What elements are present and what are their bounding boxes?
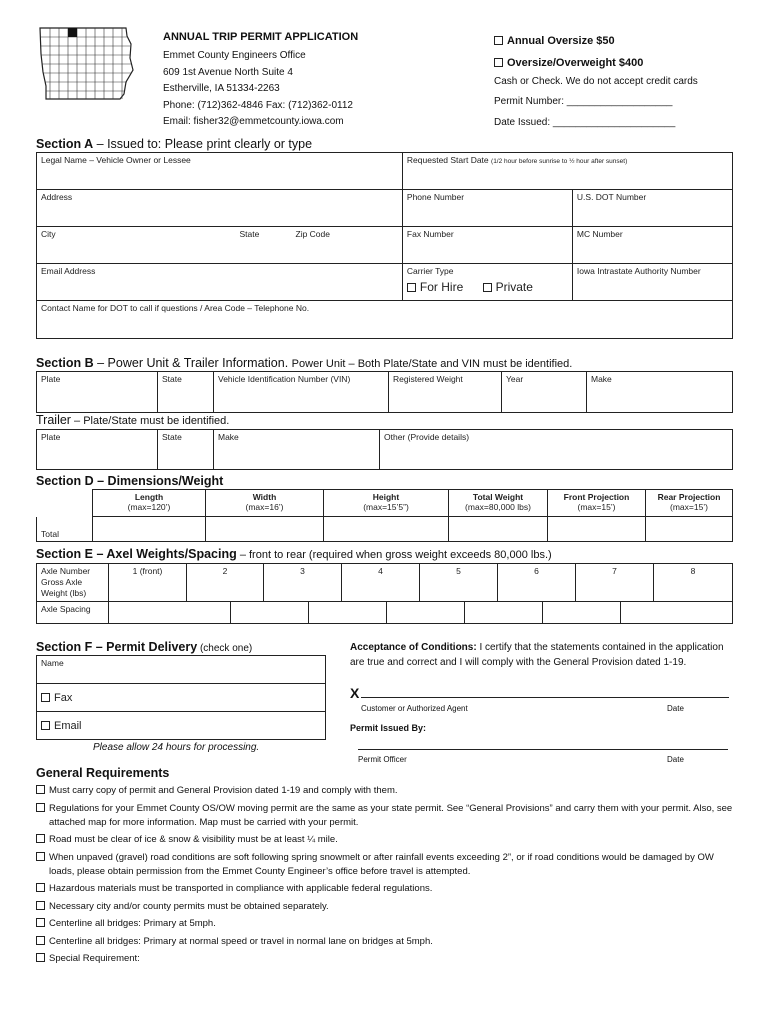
for-hire-option[interactable]: For Hire	[407, 280, 463, 294]
legal-name-field[interactable]: Legal Name – Vehicle Owner or Lessee	[37, 153, 403, 190]
front-projection-header: Front Projection (max=15’)	[548, 490, 646, 517]
axle-7-field[interactable]: 7	[576, 564, 654, 602]
iowa-county-map-logo	[38, 24, 134, 102]
registered-weight-field[interactable]: Registered Weight	[389, 372, 502, 413]
axle-spacing-table	[36, 601, 733, 624]
height-value[interactable]	[324, 517, 449, 542]
axle-2-field[interactable]: 2	[187, 564, 264, 602]
front-projection-value[interactable]	[548, 517, 646, 542]
section-a-table	[36, 152, 733, 339]
date2-label: Date	[667, 755, 684, 764]
requirement-item: Special Requirement:	[36, 952, 736, 966]
date-issued-field[interactable]: Date Issued: ______________________	[494, 117, 676, 128]
address-field[interactable]: Address	[37, 190, 403, 227]
delivery-email-option[interactable]: Email	[37, 712, 326, 740]
permit-issued-by: Permit Issued By:	[350, 723, 427, 733]
axle-number-label: Axle Number Gross Axle Weight (lbs)	[37, 564, 109, 602]
fax-field[interactable]: Fax Number	[402, 227, 572, 264]
total-label: Total	[37, 517, 93, 542]
axle-table	[36, 563, 733, 602]
total-weight-header: Total Weight (max=80,000 lbs)	[449, 490, 548, 517]
carrier-type-field: Carrier Type For Hire Private	[402, 264, 572, 301]
office-phone: Phone: (712)362-4846 Fax: (712)362-0112	[163, 99, 353, 111]
length-header: Length (max=120’)	[93, 490, 206, 517]
section-b-heading: Section B – Power Unit & Trailer Information. Power Unit – Both Plate/State and VIN must be identified.	[36, 356, 573, 370]
office-address-line1: 609 1st Avenue North Suite 4	[163, 66, 293, 78]
trailer-table	[36, 429, 733, 470]
email-checkbox[interactable]	[41, 721, 50, 730]
height-header: Height (max=15’5”)	[324, 490, 449, 517]
axle-6-field[interactable]: 6	[498, 564, 576, 602]
office-address-line2: Estherville, IA 51334-2263	[163, 83, 280, 94]
phone-field[interactable]: Phone Number	[402, 190, 572, 227]
spacing-7-field[interactable]	[621, 602, 733, 624]
requirement-item: Must carry copy of permit and General Provision dated 1-19 and comply with them.	[36, 784, 736, 798]
requirements-list	[36, 784, 736, 970]
payment-note: Cash or Check. We do not accept credit cards	[494, 76, 698, 87]
rear-projection-header: Rear Projection (max=15’)	[646, 490, 733, 517]
office-info	[163, 48, 353, 131]
width-value[interactable]	[206, 517, 324, 542]
mc-field[interactable]: MC Number	[572, 227, 732, 264]
office-email: Email: fisher32@emmetcounty.iowa.com	[163, 116, 344, 127]
oversize-overweight-checkbox[interactable]	[494, 58, 503, 67]
axle-spacing-label: Axle Spacing	[37, 602, 109, 624]
section-a-heading: Section A – Issued to: Please print clearly or type	[36, 137, 313, 151]
requirement-item: Centerline all bridges: Primary at 5mph.	[36, 917, 736, 931]
rear-projection-value[interactable]	[646, 517, 733, 542]
date-label: Date	[667, 704, 684, 713]
power-state-field[interactable]: State	[158, 372, 214, 413]
axle-8-field[interactable]: 8	[654, 564, 733, 602]
section-e-heading: Section E – Axel Weights/Spacing – front to rear (required when gross weight exceeds 80,000 lbs.)	[36, 547, 552, 561]
start-date-field[interactable]: Requested Start Date (1/2 hour before sunrise to ½ hour after sunset)	[402, 153, 732, 190]
acceptance-text: Acceptance of Conditions: I certify that the statements contained in the application are true and correct and I will comply with the General Provision dated 1-19.	[350, 642, 724, 668]
trailer-heading: Trailer – Plate/State must be identified.	[36, 413, 230, 427]
annual-oversize-option[interactable]: Annual Oversize $50	[494, 35, 615, 47]
power-unit-table	[36, 371, 733, 413]
for-hire-checkbox[interactable]	[407, 283, 416, 292]
general-requirements-heading: General Requirements	[36, 766, 170, 780]
oversize-overweight-option[interactable]: Oversize/Overweight $400	[494, 57, 643, 69]
requirement-item: Hazardous materials must be transported in compliance with applicable federal regulations.	[36, 882, 736, 896]
year-field[interactable]: Year	[502, 372, 587, 413]
spacing-5-field[interactable]	[465, 602, 543, 624]
spacing-6-field[interactable]	[543, 602, 621, 624]
private-option[interactable]: Private	[483, 280, 533, 294]
width-header: Width (max=16’)	[206, 490, 324, 517]
section-d-heading: Section D – Dimensions/Weight	[36, 474, 224, 488]
requirement-item: Necessary city and/or county permits must be obtained separately.	[36, 900, 736, 914]
state-field[interactable]: State	[236, 227, 292, 264]
axle-3-field[interactable]: 3	[264, 564, 342, 602]
form-title: ANNUAL TRIP PERMIT APPLICATION	[163, 31, 359, 43]
iowa-authority-field[interactable]: Iowa Intrastate Authority Number	[572, 264, 732, 301]
zip-field[interactable]: Zip Code	[292, 227, 403, 264]
permit-number-field[interactable]: Permit Number: ___________________	[494, 96, 673, 107]
officer-signature-line[interactable]	[358, 749, 728, 750]
trailer-state-field[interactable]: State	[158, 430, 214, 470]
delivery-name-field[interactable]: Name	[37, 656, 326, 684]
requirement-item: When unpaved (gravel) road conditions are soft following spring snowmelt or after rainfall events exceeding 2”, or if road conditions would be damaged by OW loads, please obtain permission from the Emmet County Engineer’s office before travel is attempted.	[36, 851, 736, 879]
axle-1-field[interactable]: 1 (front)	[109, 564, 187, 602]
length-value[interactable]	[93, 517, 206, 542]
dot-contact-field[interactable]: Contact Name for DOT to call if questions / Area Code – Telephone No.	[37, 301, 733, 339]
total-weight-value[interactable]	[449, 517, 548, 542]
axle-5-field[interactable]: 5	[420, 564, 498, 602]
city-field[interactable]: City	[37, 227, 236, 264]
customer-signature-line[interactable]	[361, 697, 729, 698]
requirement-item: Regulations for your Emmet County OS/OW moving permit are the same as your state permit. See “General Provisions” and carry them with your permit. Also, see attached map for more information. Map must be carried with your permit.	[36, 802, 736, 830]
private-checkbox[interactable]	[483, 283, 492, 292]
email-field[interactable]: Email Address	[37, 264, 403, 301]
trailer-plate-field[interactable]: Plate	[37, 430, 158, 470]
office-name: Emmet County Engineers Office	[163, 50, 306, 61]
make-field[interactable]: Make	[587, 372, 733, 413]
spacing-3-field[interactable]	[309, 602, 387, 624]
emmet-county-highlight	[68, 28, 77, 37]
spacing-1-field[interactable]	[109, 602, 231, 624]
total-row	[37, 517, 733, 542]
axle-4-field[interactable]: 4	[342, 564, 420, 602]
officer-label: Permit Officer	[358, 755, 407, 764]
requirement-item: Centerline all bridges: Primary at normal speed or travel in normal lane on bridges at 5mph.	[36, 935, 736, 949]
trailer-other-field[interactable]: Other (Provide details)	[380, 430, 733, 470]
trailer-make-field[interactable]: Make	[214, 430, 380, 470]
usdot-field[interactable]: U.S. DOT Number	[572, 190, 732, 227]
requirement-item: Road must be clear of ice & snow & visibility must be at least ¼ mile.	[36, 833, 736, 847]
annual-oversize-checkbox[interactable]	[494, 36, 503, 45]
dimensions-table	[36, 489, 733, 542]
customer-label: Customer or Authorized Agent	[361, 704, 468, 713]
vin-field[interactable]: Vehicle Identification Number (VIN)	[214, 372, 389, 413]
signature-x: X	[350, 685, 360, 701]
power-plate-field[interactable]: Plate	[37, 372, 158, 413]
spacing-2-field[interactable]	[231, 602, 309, 624]
spacing-4-field[interactable]	[387, 602, 465, 624]
delivery-fax-option[interactable]: Fax	[37, 684, 326, 712]
processing-note: Please allow 24 hours for processing.	[93, 742, 260, 753]
fax-checkbox[interactable]	[41, 693, 50, 702]
section-f-heading: Section F – Permit Delivery (check one)	[36, 640, 253, 654]
delivery-table	[36, 655, 326, 740]
